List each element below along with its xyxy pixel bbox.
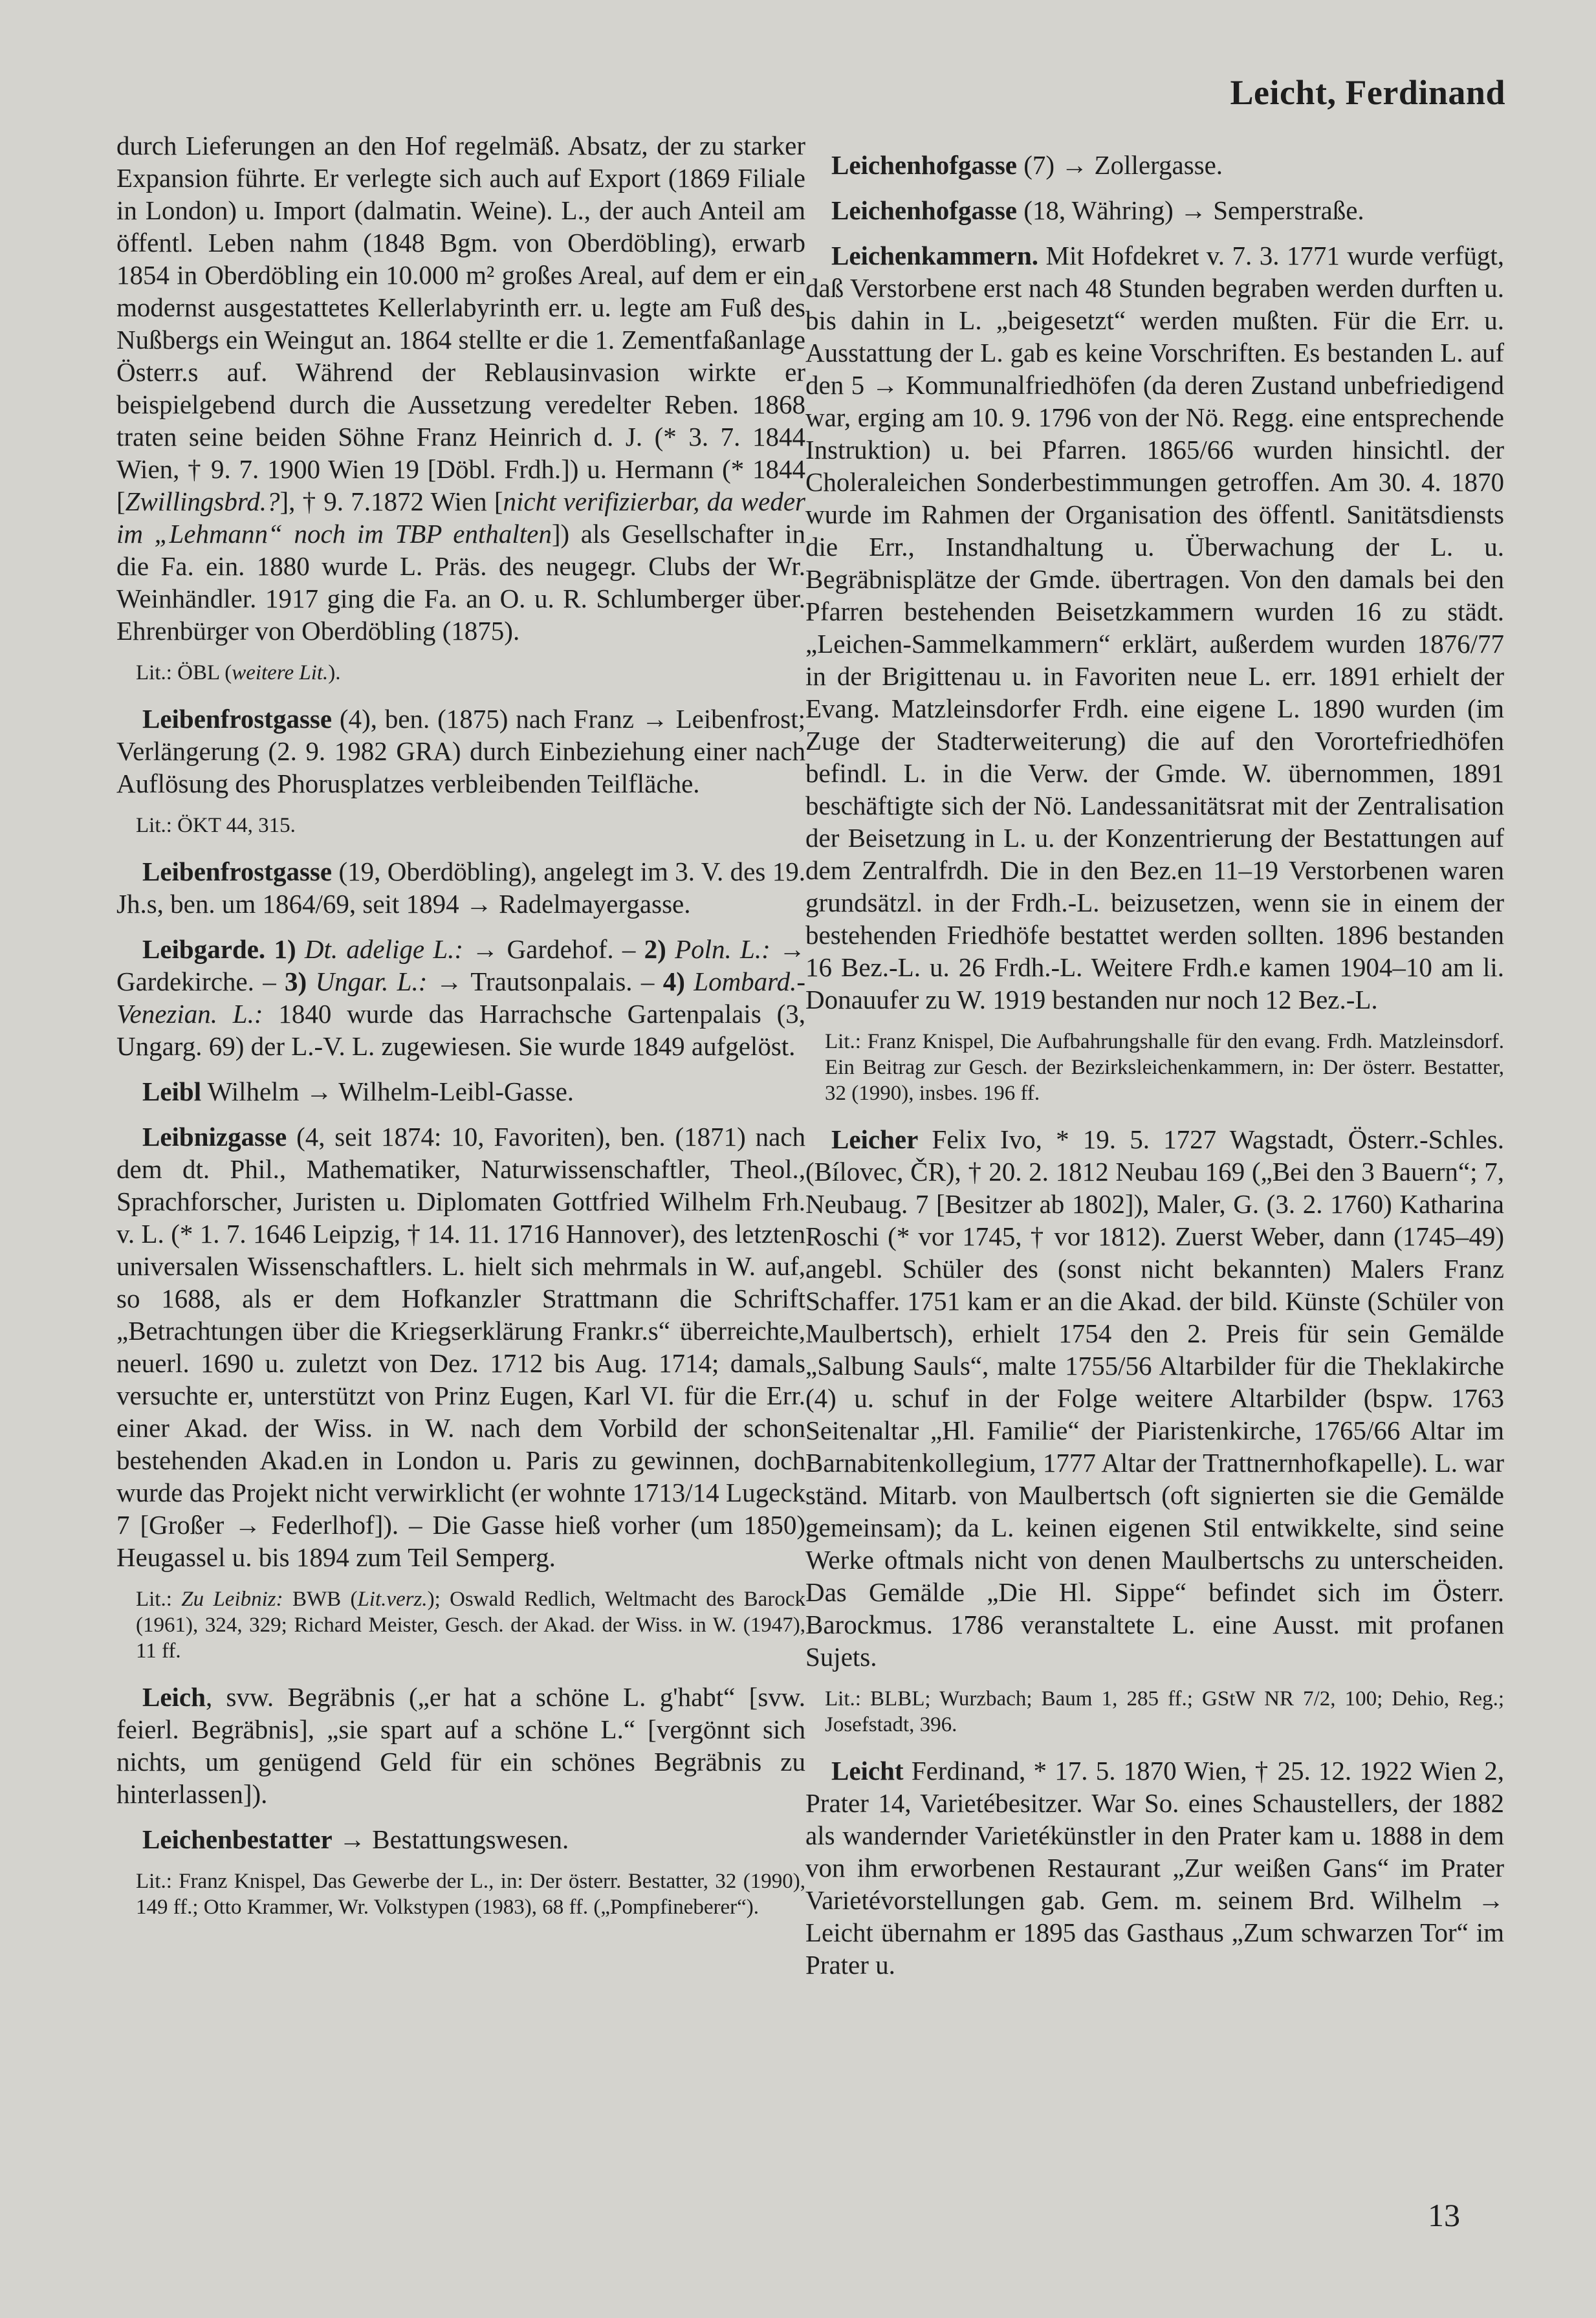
literature-note: Lit.: Franz Knispel, Das Gewerbe der L., in: Der österr. Bestatter, 32 (1990), 149 ff.; Otto Krammer, Wr. Volkstypen (1983), 68 ff. („Pompfineberer“). xyxy=(136,1870,805,1919)
left-column xyxy=(116,129,805,1937)
entry-leich: Leich, svw. Begräbnis („er hat a schöne L. g'habt“ [svw. feierl. Begräbnis], „sie spart auf a schöne L.“ [vergönnt sich nichts, um genügend Geld für ein schönes Begräbnis zu hinterlassen]). xyxy=(116,1682,805,1809)
literature-note: Lit.: ÖKT 44, 315. xyxy=(136,814,296,837)
literature-note: Lit.: ÖBL (weitere Lit.). xyxy=(136,661,341,684)
entry-leibenfrostgasse-4: Leibenfrostgasse (4), ben. (1875) nach Franz → Leibenfrost; Verlängerung (2. 9. 1982 GRA) durch Einbeziehung einer nach Auflösung des Phorusplatzes verbleibenden Teilfläche. xyxy=(116,704,805,798)
entry-leichenbestatter: Leichenbestatter → Bestattungswesen. xyxy=(142,1824,569,1854)
entry-leibgarde: Leibgarde. 1) Dt. adelige L.: → Gardehof. – 2) Poln. L.: → Gardekirche. – 3) Ungar. L.: → Trautsonpalais. – 4) Lombard.-Venezian. L.: 1840 wurde das Harrachsche Gartenpalais (3, Ungarg. 69) der L.-V. L. zugewiesen. Sie wurde 1849 aufgelöst. xyxy=(116,934,806,1061)
literature-note: Lit.: Zu Leibniz: BWB (Lit.verz.); Oswald Redlich, Weltmacht des Barock (1961), 324, 329; Richard Meister, Gesch. der Akad. der Wiss. in W. (1947), 11 ff. xyxy=(136,1588,805,1663)
entry-leichenkammern: Leichenkammern. Mit Hofdekret v. 7. 3. 1771 wurde verfügt, daß Verstorbene erst nach 48 Stunden begraben werden durften u. bis dahin in L. „beigesetzt“ werden mußten. Für die Err. u. Ausstattung der L. gab es keine Vorschriften. Es bestanden L. auf den 5 → Kommunalfriedhöfen (da deren Zustand unbefriedigend war, erging am 10. 9. 1796 von der Nö. Regg. eine entsprechende Instruktion) u. bei Pfarren. 1865/66 wurden hinsichtl. der Choleraleichen Sonderbestimmungen getroffen. Am 30. 4. 1870 wurde im Rahmen der Organisation des öffentl. Sanitätsdiensts die Err., Instandhaltung u. Überwachung der L. u. Begräbnisplätze der Gmde. übertragen. Von den damals bei den Pfarren bestehenden Beisetzkammern wurden 16 zu städt. „Leichen-Sammelkammern“ erklärt, außerdem wurden 1876/77 in der Brigittenau u. in Favoriten neue L. err. 1891 erhielt der Evang. Matzleinsdorfer Frdh. eine eigene L. 1890 wurden (im Zuge der Stadterweiterung) die auf den Vorortefriedhöfen befindl. L. in die Verw. der Gmde. W. übernommen, 1891 beschäftigte sich der Nö. Landessanitätsrat mit der Zentralisation der Beisetzung in L. u. der Konzentrierung der Bestattungen auf dem Zentralfrdh. Die in den Bez.en 11–19 Verstorbenen waren grundsätzl. in der Frdh.-L. beizusetzen, wenn sie in einem der bestehenden Friedhöfe bestattet werden sollten. 1896 bestanden 16 Bez.-L. u. 26 Frdh.-L. Weitere Frdh.e kamen 1904–10 am li. Donauufer zu W. 1919 bestanden nur noch 12 Bez.-L. xyxy=(805,241,1504,1014)
entry-leibnizgasse: Leibnizgasse (4, seit 1874: 10, Favoriten), ben. (1871) nach dem dt. Phil., Mathematiker, Naturwissenschaftler, Theol., Sprachforscher, Juristen u. Diplomaten Gottfried Wilhelm Frh. v. L. (* 1. 7. 1646 Leipzig, † 14. 11. 1716 Hannover), des letzten universalen Wissenschaftlers. L. hielt sich mehrmals in W. auf, so 1688, als er dem Hofkanzler Strattmann die Schrift „Betrachtungen über die Kriegserklärung Frankr.s“ überreichte, neuerl. 1690 u. zuletzt von Dez. 1712 bis Aug. 1714; damals versuchte er, unterstützt von Prinz Eugen, Karl VI. für die Err. einer Akad. der Wiss. in W. nach dem Vorbild der schon bestehenden Akad.en in London u. Paris zu gewinnen, doch wurde das Projekt nicht verwirklicht (er wohnte 1713/14 Lugeck 7 [Großer → Federlhof]). – Die Gasse hieß vorher (um 1850) Heugassel u. bis 1894 zum Teil Semperg. xyxy=(116,1122,805,1572)
page-number: 13 xyxy=(1428,2197,1460,2233)
right-column xyxy=(805,149,1504,1994)
literature-note: Lit.: BLBL; Wurzbach; Baum 1, 285 ff.; GStW NR 7/2, 100; Dehio, Reg.; Josefstadt, 396. xyxy=(825,1687,1504,1736)
entry-leicht-ferdinand: Leicht Ferdinand, * 17. 5. 1870 Wien, † 25. 12. 1922 Wien 2, Prater 14, Varietébesitzer. War So. eines Schaustellers, der 1882 als wandernder Varietékünstler in den Prater kam u. 1888 in dem von ihm erworbenen Restaurant „Zur weißen Gans“ im Prater Varietévorstellungen gab. Gem. m. seinem Brd. Wilhelm → Leicht übernahm er 1895 das Gasthaus „Zum schwarzen Tor“ im Prater u. xyxy=(805,1756,1504,1980)
running-header: Leicht, Ferdinand xyxy=(1230,73,1505,112)
entry-leibenfrostgasse-19: Leibenfrostgasse (19, Oberdöbling), angelegt im 3. V. des 19. Jh.s, ben. um 1864/69, seit 1894 → Radelmayergasse. xyxy=(116,857,805,919)
entry-continuation: durch Lieferungen an den Hof regelmäß. Absatz, der zu starker Expansion führte. Er verlegte sich auch auf Export (1869 Filiale in London) u. Import (dalmatin. Weine). L., der auch Anteil am öffentl. Leben nahm (1848 Bgm. von Oberdöbling), erwarb 1854 in Oberdöbling ein 10.000 m² großes Areal, auf dem er ein modernst ausgestattetes Kellerlabyrinth err. u. legte am Fuß des Nußbergs ein Weingut an. 1864 stellte er die 1. Zementfaßanlage Österr.s auf. Während der Reblausinvasion wirkte er beispielgebend durch die Aussetzung veredelter Reben. 1868 traten seine beiden Söhne Franz Heinrich d. J. (* 3. 7. 1844 Wien, † 9. 7. 1900 Wien 19 [Döbl. Frdh.]) u. Hermann (* 1844 [Zwillingsbrd.?], † 9. 7.1872 Wien [nicht verifizierbar, da weder im „Lehmann“ noch im TBP enthalten]) als Gesellschafter in die Fa. ein. 1880 wurde L. Präs. des neugegr. Clubs der Wr. Weinhändler. 1917 ging die Fa. an O. u. R. Schlumberger über. Ehrenbürger von Oberdöbling (1875). xyxy=(116,131,805,646)
entry-leichenhofgasse-18: Leichenhofgasse (18, Währing) → Semperstraße. xyxy=(831,195,1364,225)
entry-leibl: Leibl Wilhelm → Wilhelm-Leibl-Gasse. xyxy=(142,1077,574,1106)
entry-leicher: Leicher Felix Ivo, * 19. 5. 1727 Wagstadt, Österr.-Schles. (Bílovec, ČR), † 20. 2. 1812 Neubau 169 („Bei den 3 Bauern“; 7, Neubaug. 7 [Besitzer ab 1802]), Maler, G. (3. 2. 1760) Katharina Roschi (* vor 1745, † vor 1812). Zuerst Weber, dann (1745–49) angebl. Schüler des (sonst nicht bekannten) Malers Franz Schaffer. 1751 kam er an die Akad. der bild. Künste (Schüler von Maulbertsch), erhielt 1754 den 2. Preis für sein Gemälde „Salbung Sauls“, malte 1755/56 Altarbilder für die Theklakirche (4) u. schuf in der Folge weitere Altarbilder (bspw. 1763 Seitenaltar „Hl. Familie“ der Piaristenkirche, 1765/66 Altar im Barnabitenkollegium, 1777 Altar der Trattnernhofkapelle). L. war ständ. Mitarb. von Maulbertsch (oft signierten sie die Gemälde gemeinsam); da L. keinen eigenen Stil entwikkelte, sind seine Werke oftmals nicht von denen Maulbertschs zu unterscheiden. Das Gemälde „Die Hl. Sippe“ befindet sich im Österr. Barockmus. 1786 veranstaltete L. eine Ausst. mit profanen Sujets. xyxy=(805,1124,1504,1672)
entry-leichenhofgasse-7: Leichenhofgasse (7) → Zollergasse. xyxy=(831,150,1223,180)
literature-note: Lit.: Franz Knispel, Die Aufbahrungshalle für den evang. Frdh. Matzleinsdorf. Ein Beitrag zur Gesch. der Bezirksleichenkammern, in: Der österr. Bestatter, 32 (1990), insbes. 196 ff. xyxy=(825,1030,1504,1105)
